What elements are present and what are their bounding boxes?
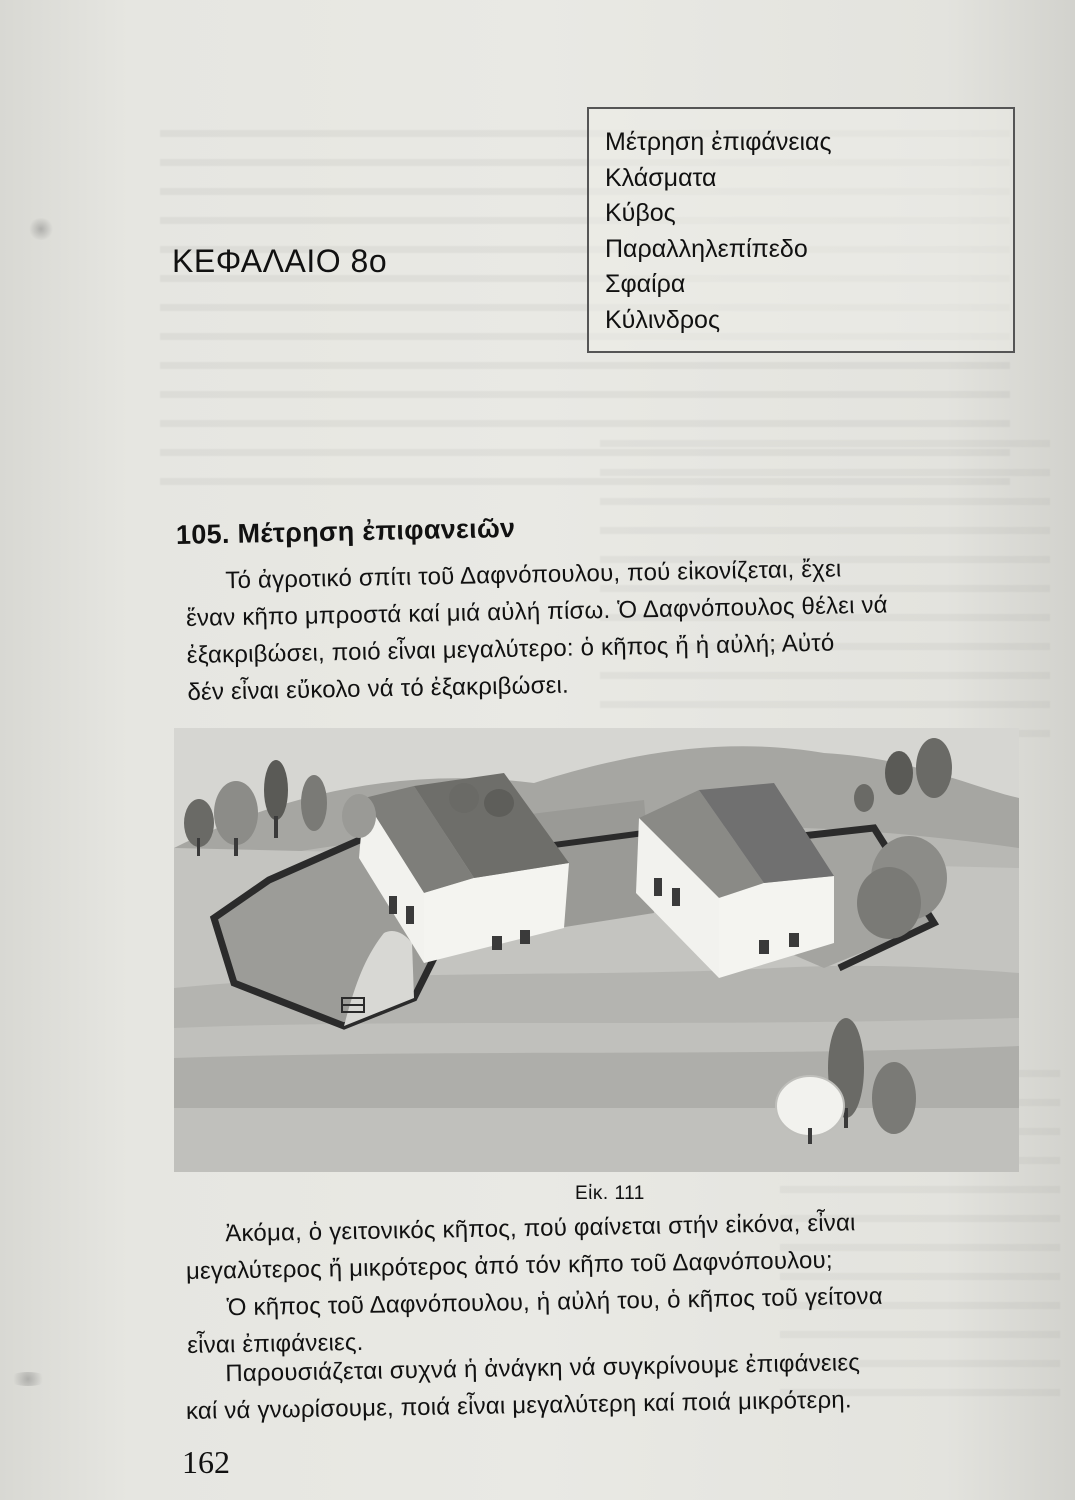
topic-item: Παραλληλεπίπεδο: [605, 234, 808, 263]
chapter-heading: ΚΕΦΑΛΑΙΟ 8ο: [172, 243, 388, 280]
topics-list: [605, 125, 1013, 338]
chapter-topics-box: [587, 107, 1015, 353]
intro-paragraph: [185, 546, 1058, 711]
section-title: 105. Μέτρηση ἐπιφανειῶν: [175, 513, 516, 551]
text-line: Παρουσιάζεται συχνά ἡ ἀνάγκη νά συγκρίνουμε ἐπιφάνειες: [225, 1349, 861, 1388]
page-number: 162: [182, 1444, 230, 1480]
text-line: δέν εἶναι εὔκολο νά τό ἐξακριβώσει.: [187, 671, 570, 706]
text-line: ἐξακριβώσει, ποιό εἶναι μεγαλύτερο: ὁ κῆπος ἤ ἡ αὐλή; Αὐτό: [186, 629, 835, 669]
comparison-paragraph: [185, 1341, 1056, 1430]
topic-item: Μέτρηση ἐπιφάνειας: [605, 128, 832, 156]
topic-item: Κλάσματα: [605, 163, 717, 192]
topic-item: Κύλινδρος: [605, 305, 720, 334]
text-line: Τό ἀγροτικό σπίτι τοῦ Δαφνόπουλου, πού εἰκονίζεται, ἔχει: [225, 555, 842, 595]
text-line: Ὁ κῆπος τοῦ Δαφνόπουλου, ἡ αὐλή του, ὁ κῆπος τοῦ γείτονα: [226, 1282, 883, 1322]
topic-item: Κύβος: [605, 199, 676, 227]
scan-smudge: [28, 218, 54, 240]
scan-smudge: [8, 1372, 48, 1386]
topic-item: Σφαίρα: [605, 270, 686, 298]
text-line: εἶναι ἐπιφάνειες.: [187, 1328, 364, 1359]
text-line: Ἀκόμα, ὁ γειτονικός κῆπος, πού φαίνεται στήν εἰκόνα, εἶναι: [225, 1209, 856, 1248]
figure-caption: Εἰκ. 111: [575, 1183, 645, 1204]
text-line: μεγαλύτερος ἤ μικρότερος ἀπό τόν κῆπο τοῦ Δαφνόπουλου;: [185, 1246, 833, 1285]
neighbor-paragraph: [185, 1201, 1057, 1364]
text-line: ἕναν κῆπο μπροστά καί μιά αὐλή πίσω. Ὁ Δαφνόπουλος θέλει νά: [185, 591, 888, 632]
farmhouse-illustration: [174, 728, 1019, 1172]
text-line: καί νά γνωρίσουμε, ποιά εἶναι μεγαλύτερη καί ποιά μικρότερη.: [185, 1386, 852, 1425]
